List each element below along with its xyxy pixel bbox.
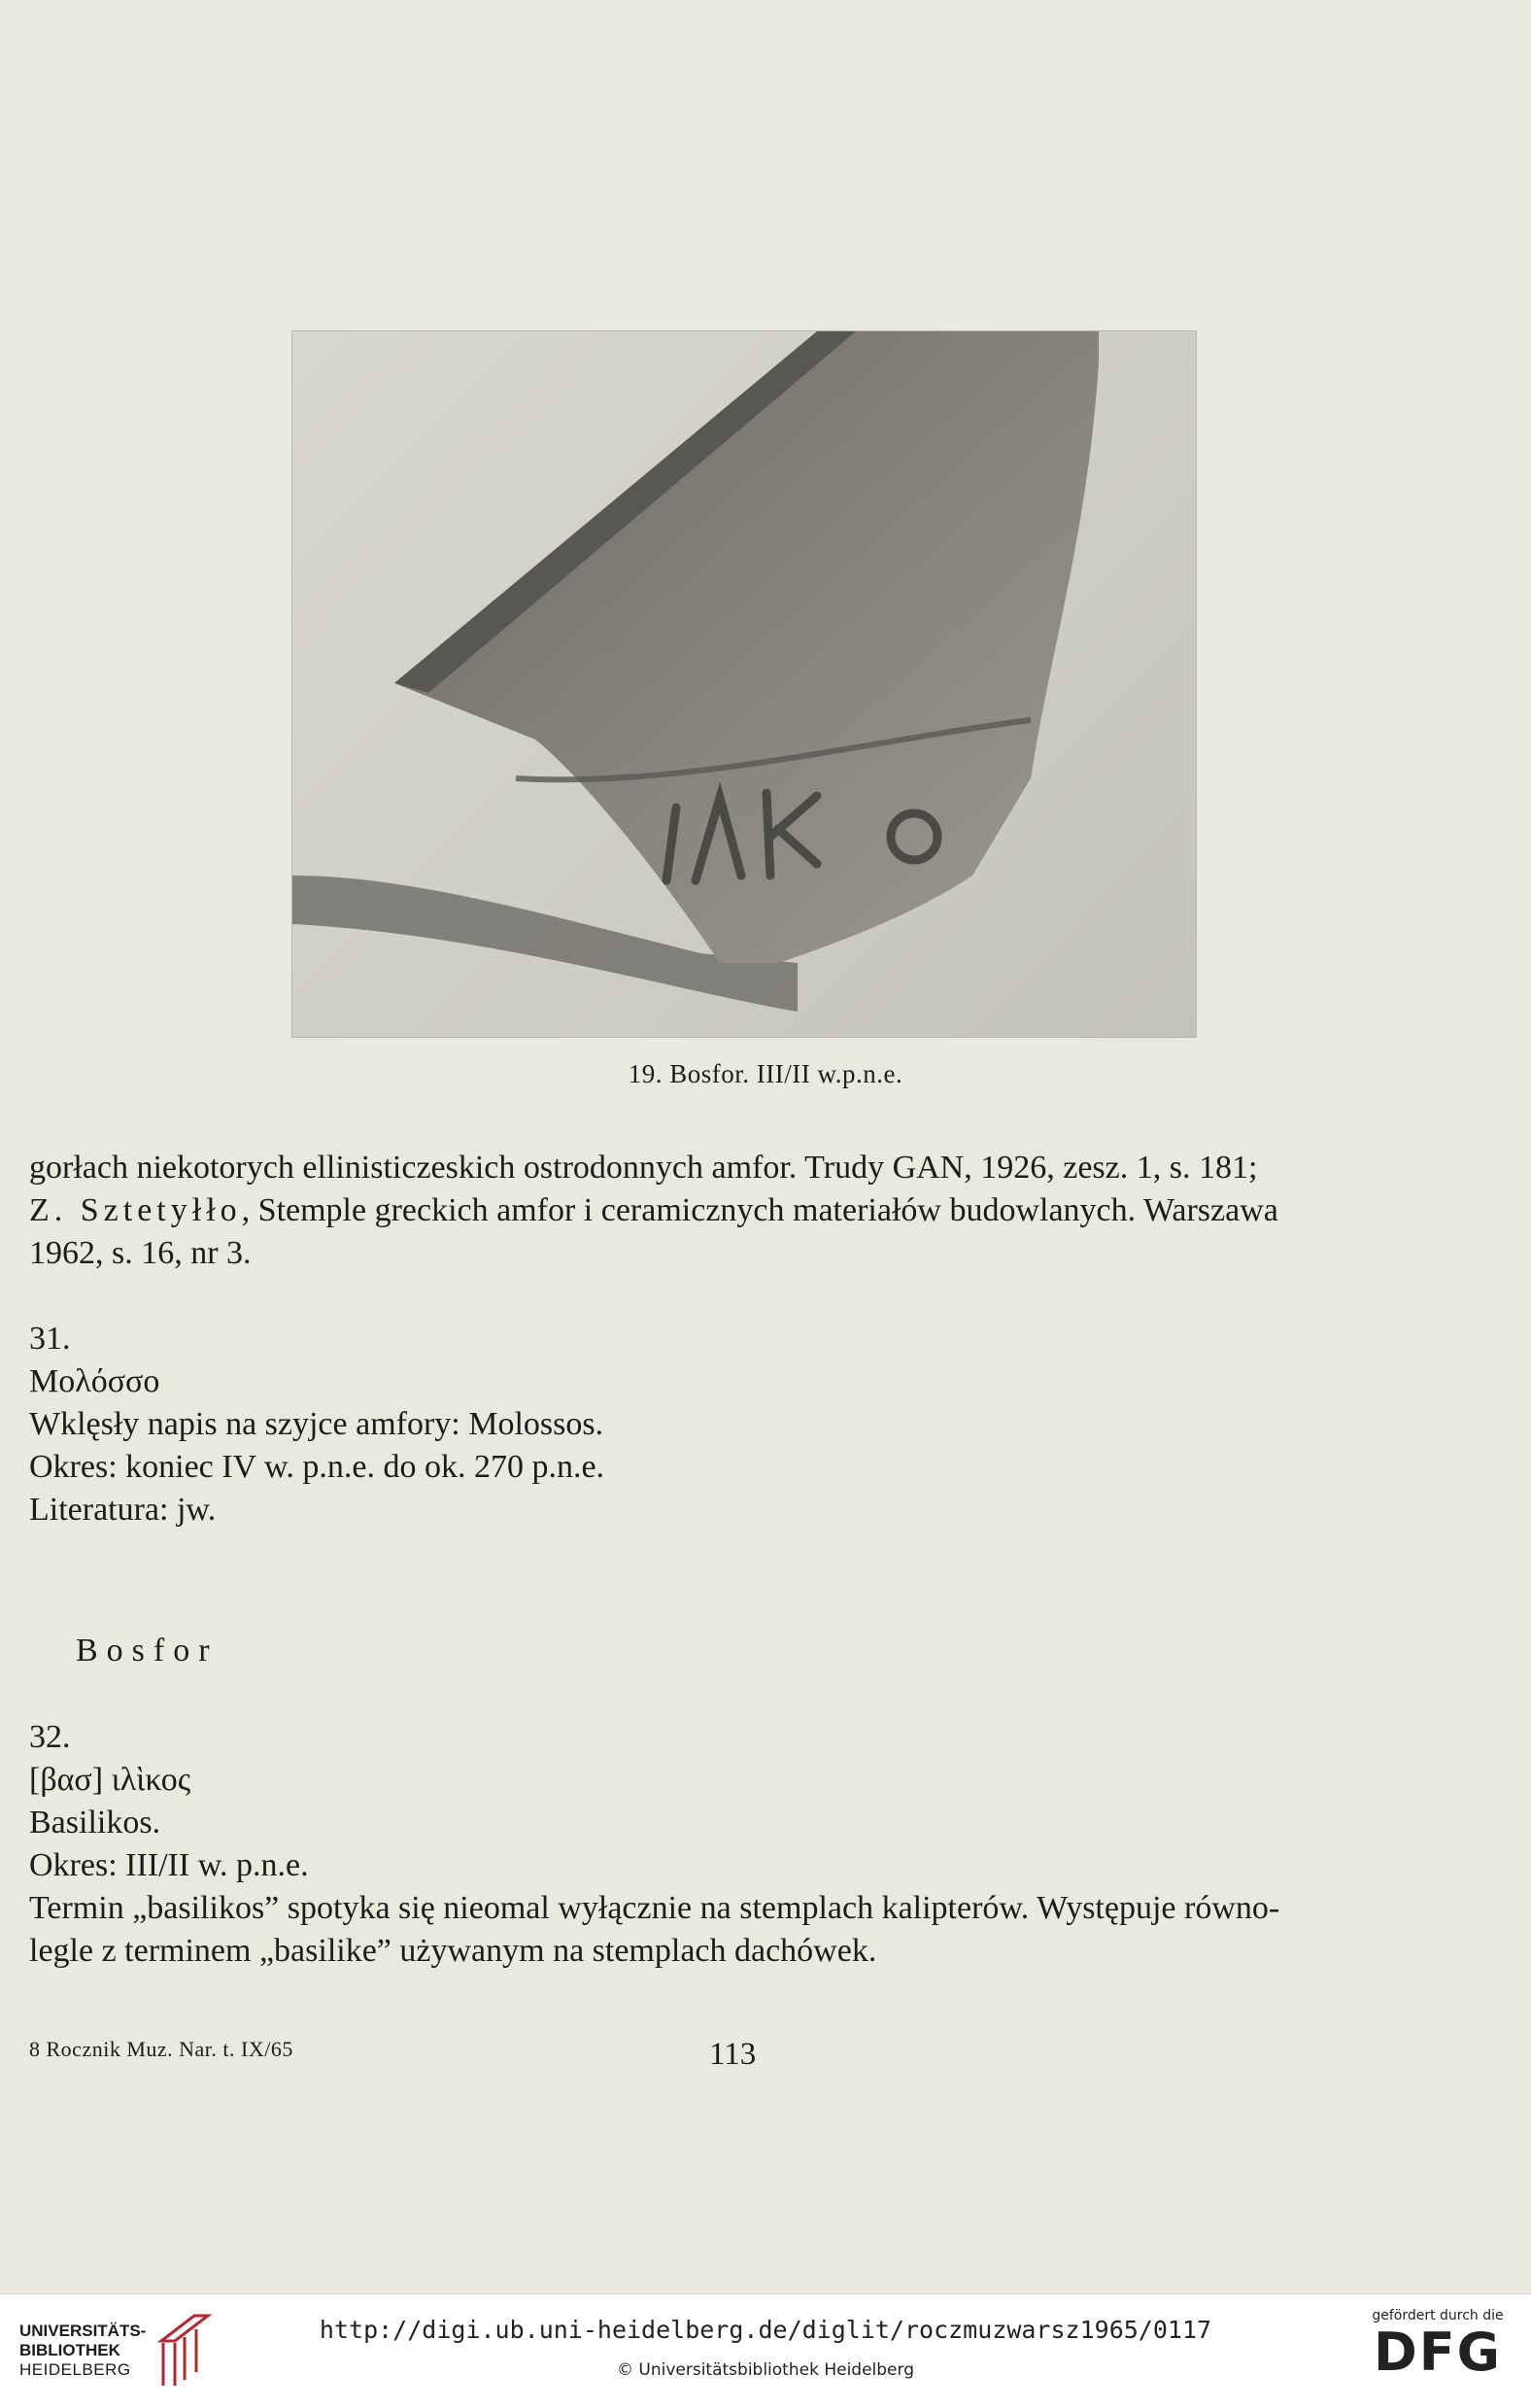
- reference-line: 1962, s. 16, nr 3.: [29, 1235, 252, 1271]
- entry-period: Okres: koniec IV w. p.n.e. do ok. 270 p.n.e.: [29, 1449, 605, 1485]
- reference-continuation: [29, 1147, 1467, 1275]
- page-number: 113: [709, 2037, 757, 2072]
- library-name-line: HEIDELBERG: [19, 2360, 131, 2379]
- volume-footnote: 8 Rocznik Muz. Nar. t. IX/65: [29, 2037, 293, 2061]
- catalog-entry-31: [29, 1318, 1467, 1531]
- funding-label: gefördert durch die: [1372, 2308, 1504, 2323]
- figure-caption: 19. Bosfor. III/II w.p.n.e.: [628, 1059, 903, 1088]
- author-name: Z. Sztetyłło: [29, 1192, 242, 1228]
- library-name-line: BIBLIOTHEK: [19, 2341, 120, 2359]
- reference-line: gorłach niekotorych ellinisticzeskich ostrodonnych amfor. Trudy GAN, 1926, zesz. 1, s. 181;: [29, 1150, 1258, 1186]
- section-heading: Bosfor: [76, 1633, 219, 1668]
- entry-number: 31.: [29, 1321, 71, 1357]
- entry-literature: Literatura: jw.: [29, 1492, 217, 1528]
- entry-number: 32.: [29, 1719, 71, 1755]
- entry-note: legle z terminem „basilike” używanym na stemplach dachówek.: [29, 1933, 877, 1969]
- dfg-logo: DFG: [1373, 2322, 1503, 2383]
- entry-description: Wklęsły napis na szyjce amfory: Molossos.: [29, 1406, 604, 1442]
- entry-note: Termin „basilikos” spotyka się nieomal wyłącznie na stemplach kalipterów. Występuje równo-: [29, 1890, 1280, 1926]
- library-name-line: UNIVERSITÄTS-: [19, 2322, 147, 2340]
- entry-name: Basilikos.: [29, 1805, 161, 1840]
- reference-line: [29, 1189, 1467, 1232]
- funder-block[interactable]: [1360, 2308, 1515, 2382]
- permalink-url[interactable]: http://digi.ub.uni-heidelberg.de/diglit/roczmuzwarsz1965/0117: [319, 2316, 1212, 2344]
- greek-inscription: Μολόσσο: [29, 1363, 160, 1399]
- digitization-footer: [0, 2293, 1531, 2408]
- catalog-entry-32: [29, 1716, 1467, 1973]
- copyright-notice: © Universitätsbibliothek Heidelberg: [616, 2360, 914, 2380]
- stamp-fragment-photo: [292, 331, 1196, 1037]
- entry-period: Okres: III/II w. p.n.e.: [29, 1847, 309, 1883]
- greek-inscription: [βασ] ιλὶκος: [29, 1762, 191, 1798]
- figure-photograph: [291, 330, 1197, 1038]
- reference-title: , Stemple greckich amfor i ceramicznych materiałów budowlanych. Warszawa: [241, 1192, 1278, 1228]
